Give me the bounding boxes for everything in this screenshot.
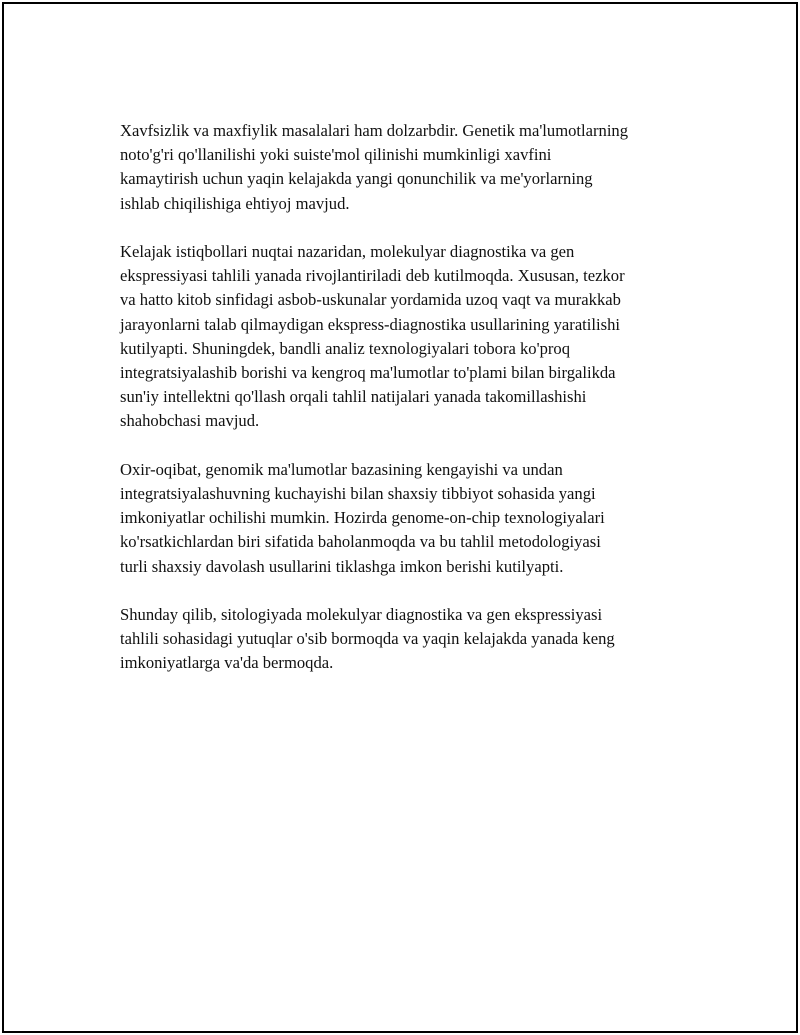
- paragraph-line: sun'iy intellektni qo'llash orqali tahlil natijalari yanada takomillashishi: [120, 387, 587, 407]
- paragraph-line: Xavfsizlik va maxfiylik masalalari ham dolzarbdir. Genetik ma'lumotlarning: [120, 121, 629, 140]
- paragraph-line: kamaytirish uchun yaqin kelajakda yangi qonunchilik va me'yorlarning: [120, 169, 593, 189]
- paragraph-line: Shunday qilib, sitologiyada molekulyar diagnostika va gen ekspressiyasi: [120, 605, 603, 625]
- paragraph-line: kutilyapti. Shuningdek, bandli analiz texnologiyalari tobora ko'proq: [120, 338, 571, 358]
- paragraph-line: shahobchasi mavjud.: [120, 411, 260, 431]
- paragraph-4: [120, 603, 694, 676]
- paragraph-line: ishlab chiqilishiga ehtiyoj mavjud.: [120, 193, 350, 213]
- paragraph-line: integratsiyalashuvning kuchayishi bilan shaxsiy tibbiyot sohasida yangi: [120, 484, 596, 504]
- paragraph-line: jarayonlarni talab qilmaydigan ekspress-diagnostika usullarining yaratilishi: [120, 314, 620, 334]
- paragraph-line: imkoniyatlarga va'da bermoqda.: [120, 653, 334, 673]
- paragraph-line: va hatto kitob sinfidagi asbob-uskunalar yordamida uzoq vaqt va murakkab: [120, 290, 621, 310]
- paragraph-1: [120, 119, 694, 216]
- paragraph-3: [120, 458, 694, 579]
- paragraph-line: imkoniyatlar ochilishi mumkin. Hozirda genome-on-chip texnologiyalari: [120, 508, 605, 528]
- paragraph-2: [120, 240, 694, 434]
- paragraph-line: integratsiyalashib borishi va kengroq ma'lumotlar to'plami bilan birgalikda: [120, 363, 616, 383]
- paragraph-line: Oxir-oqibat, genomik ma'lumotlar bazasining kengayishi va undan: [120, 459, 563, 479]
- document-body: [120, 119, 694, 700]
- paragraph-line: tahlili sohasidagi yutuqlar o'sib bormoqda va yaqin kelajakda yanada keng: [120, 629, 615, 649]
- paragraph-line: turli shaxsiy davolash usullarini tiklashga imkon berishi kutilyapti.: [120, 556, 564, 576]
- paragraph-line: ekspressiyasi tahlili yanada rivojlantiriladi deb kutilmoqda. Xususan, tezkor: [120, 266, 625, 286]
- paragraph-line: ko'rsatkichlardan biri sifatida baholanmoqda va bu tahlil metodologiyasi: [120, 532, 601, 552]
- document-page: [2, 2, 798, 1033]
- paragraph-line: Kelajak istiqbollari nuqtai nazaridan, molekulyar diagnostika va gen: [120, 242, 575, 261]
- paragraph-line: noto'g'ri qo'llanilishi yoki suiste'mol qilinishi mumkinligi xavfini: [120, 145, 552, 165]
